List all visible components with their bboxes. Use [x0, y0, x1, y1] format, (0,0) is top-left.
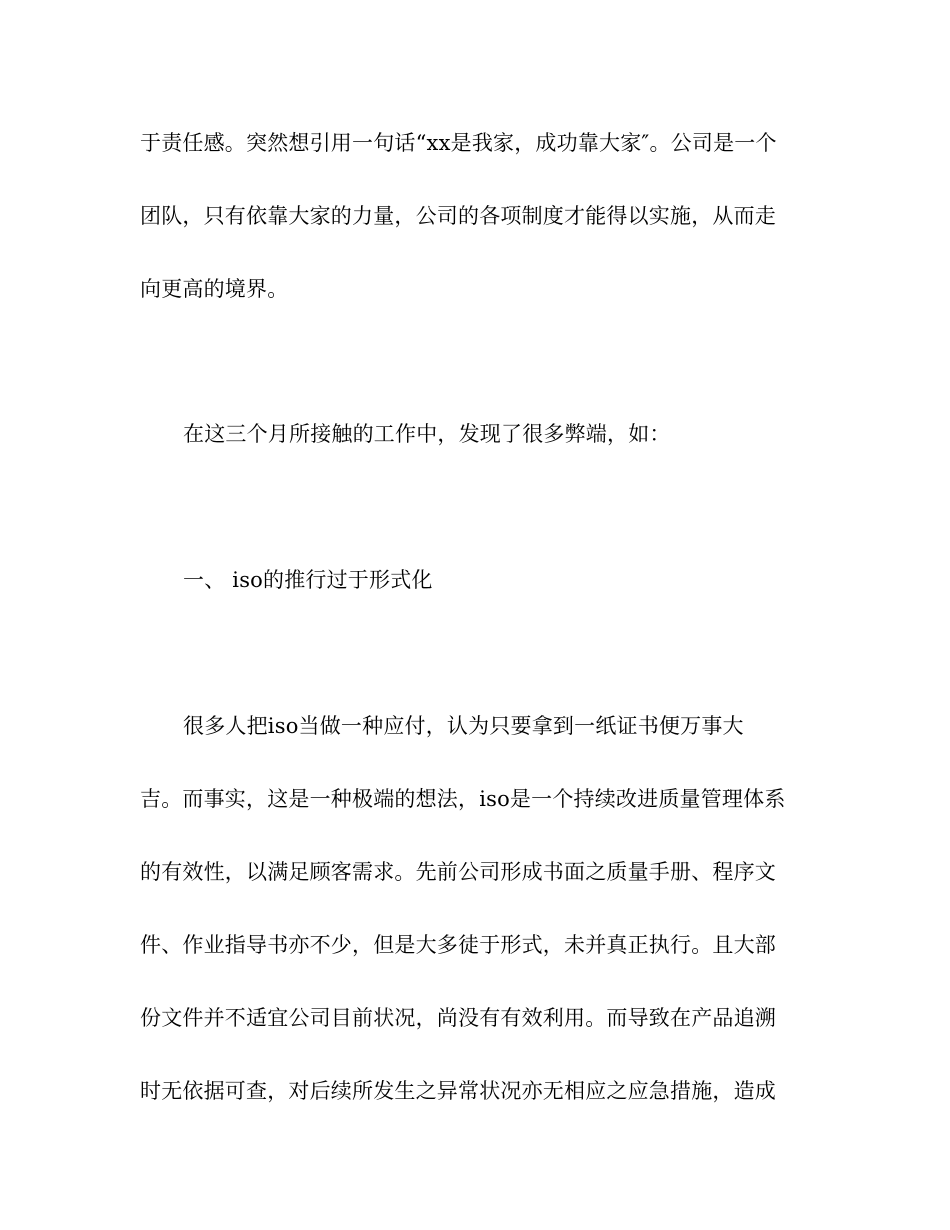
paragraph-line: 向更高的境界。	[140, 277, 289, 301]
paragraph-line: 很多人把iso当做一种应付，认为只要拿到一纸证书便万事大	[183, 714, 744, 738]
paragraph-line: 时无依据可查，对后续所发生之异常状况亦无相应之应急措施，造成	[140, 1079, 776, 1103]
paragraph-line: 吉。而事实，这是一种极端的想法，iso是一个持续改进质量管理体系	[140, 787, 786, 811]
paragraph-line: 件、作业指导书亦不少，但是大多徒于形式，未并真正执行。且大部	[140, 933, 776, 957]
section-heading: 一、 iso的推行过于形式化	[183, 568, 433, 592]
paragraph-line: 份文件并不适宜公司目前状况，尚没有有效利用。而导致在产品追溯	[140, 1006, 776, 1030]
paragraph-line: 团队，只有依靠大家的力量，公司的各项制度才能得以实施，从而走	[140, 204, 776, 228]
paragraph-line: 的有效性，以满足顾客需求。先前公司形成书面之质量手册、程序文	[140, 860, 776, 884]
intro-line: 在这三个月所接触的工作中，发现了很多弊端，如：	[183, 422, 671, 446]
paragraph-line: 于责任感。突然想引用一句话“xx是我家，成功靠大家″。公司是一个	[140, 131, 777, 155]
